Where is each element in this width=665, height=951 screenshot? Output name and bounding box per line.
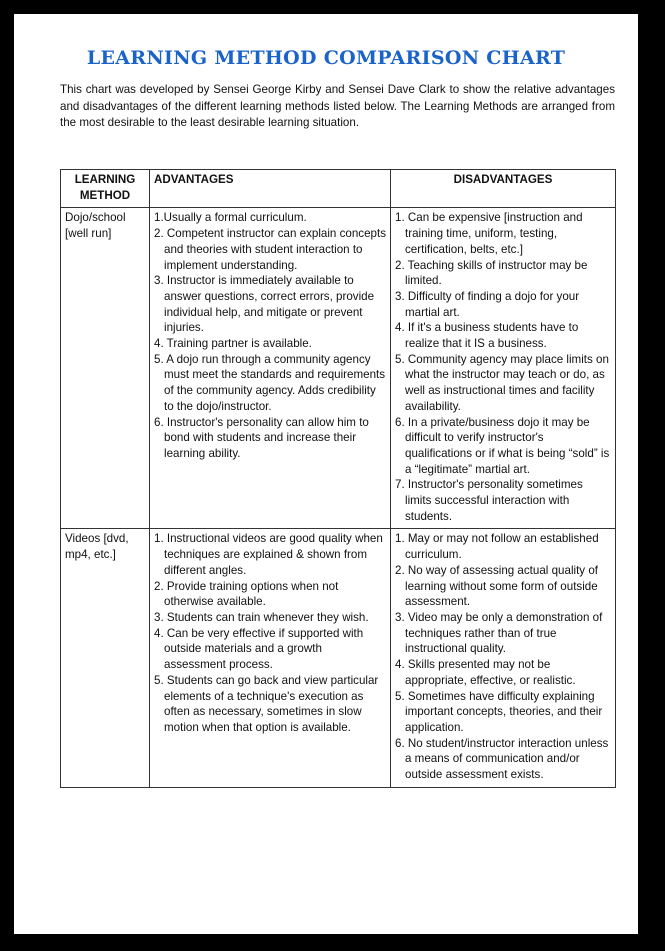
list-item: 6. No student/instructor interaction unless a means of communication and/or outside assessment exists.	[395, 736, 609, 782]
list-item: 1. May or may not follow an established curriculum.	[395, 532, 599, 562]
list-item: 1.Usually a formal curriculum.	[154, 211, 307, 225]
list-item: 6. In a private/business dojo it may be difficult to verify instructor's qualifications or if what is being “sold” is a “legitimate” martial art.	[395, 415, 610, 476]
list-item: 4. Can be very effective if supported with outside materials and a growth assessment process.	[154, 626, 364, 672]
list-item: 5. A dojo run through a community agency must meet the standards and requirements of the community agency. Adds credibility to the dojo/instructor.	[154, 352, 386, 413]
header-disadvantages: DISADVANTAGES	[391, 170, 616, 208]
list-item: 2. Competent instructor can explain concepts and theories with student interaction to implement understanding.	[154, 227, 386, 272]
list-item: 7. Instructor's personality sometimes limits successful interaction with students.	[395, 478, 583, 523]
table-header-row	[61, 170, 616, 208]
list-item: 1. Can be expensive [instruction and training time, uniform, testing, certification, belts, etc.]	[395, 211, 583, 256]
disadvantages-cell	[391, 529, 616, 787]
table-row-videos	[61, 529, 616, 787]
list-item: 6. Instructor's personality can allow him to bond with students and increase their learning ability.	[154, 415, 369, 460]
document-page	[14, 14, 638, 934]
list-item: 2. No way of assessing actual quality of learning without some form of outside assessment.	[395, 563, 598, 609]
comparison-table	[60, 169, 616, 788]
list-item: 5. Students can go back and view particular elements of a technique's execution as often as necessary, sometimes in slow motion when that option is available.	[154, 673, 379, 734]
method-cell: Videos [dvd, mp4, etc.]	[61, 529, 150, 787]
advantages-cell	[150, 208, 391, 529]
header-advantages: ADVANTAGES	[150, 170, 391, 208]
page-title: LEARNING METHOD COMPARISON CHART	[86, 47, 566, 69]
disadvantages-cell	[391, 208, 616, 529]
list-item: 4. If it's a business students have to realize that it IS a business.	[395, 321, 579, 351]
list-item: 3. Difficulty of finding a dojo for your martial art.	[395, 289, 580, 319]
list-item: 2. Teaching skills of instructor may be limited.	[395, 258, 588, 288]
method-cell: Dojo/school [well run]	[61, 208, 150, 529]
list-item: 5. Sometimes have difficulty explaining important concepts, theories, and their application.	[395, 689, 603, 734]
header-method: LEARNING METHOD	[61, 170, 150, 208]
list-item: 3. Students can train whenever they wish.	[154, 610, 369, 624]
list-item: 5. Community agency may place limits on what the instructor may teach or do, as well as instructional times and facility availability.	[395, 352, 609, 413]
table-row-dojo	[61, 208, 616, 529]
list-item: 1. Instructional videos are good quality when techniques are explained & shown from different angles.	[154, 532, 383, 577]
list-item: 4. Skills presented may not be appropriate, effective, or realistic.	[395, 658, 576, 687]
list-item: 4. Training partner is available.	[154, 337, 312, 351]
advantages-cell	[150, 529, 391, 787]
list-item: 3. Instructor is immediately available to answer questions, correct errors, provide individual help, and mitigate or prevent injuries.	[154, 274, 375, 335]
intro-paragraph: This chart was developed by Sensei George Kirby and Sensei Dave Clark to show the relative advantages and disadvantages of the different learning methods listed below. The Learning Methods are arranged from the most desirable to the least desirable learning situation.	[60, 83, 615, 129]
list-item: 3. Video may be only a demonstration of techniques rather than of true instructional quality.	[395, 610, 603, 656]
list-item: 2. Provide training options when not otherwise available.	[154, 579, 339, 609]
